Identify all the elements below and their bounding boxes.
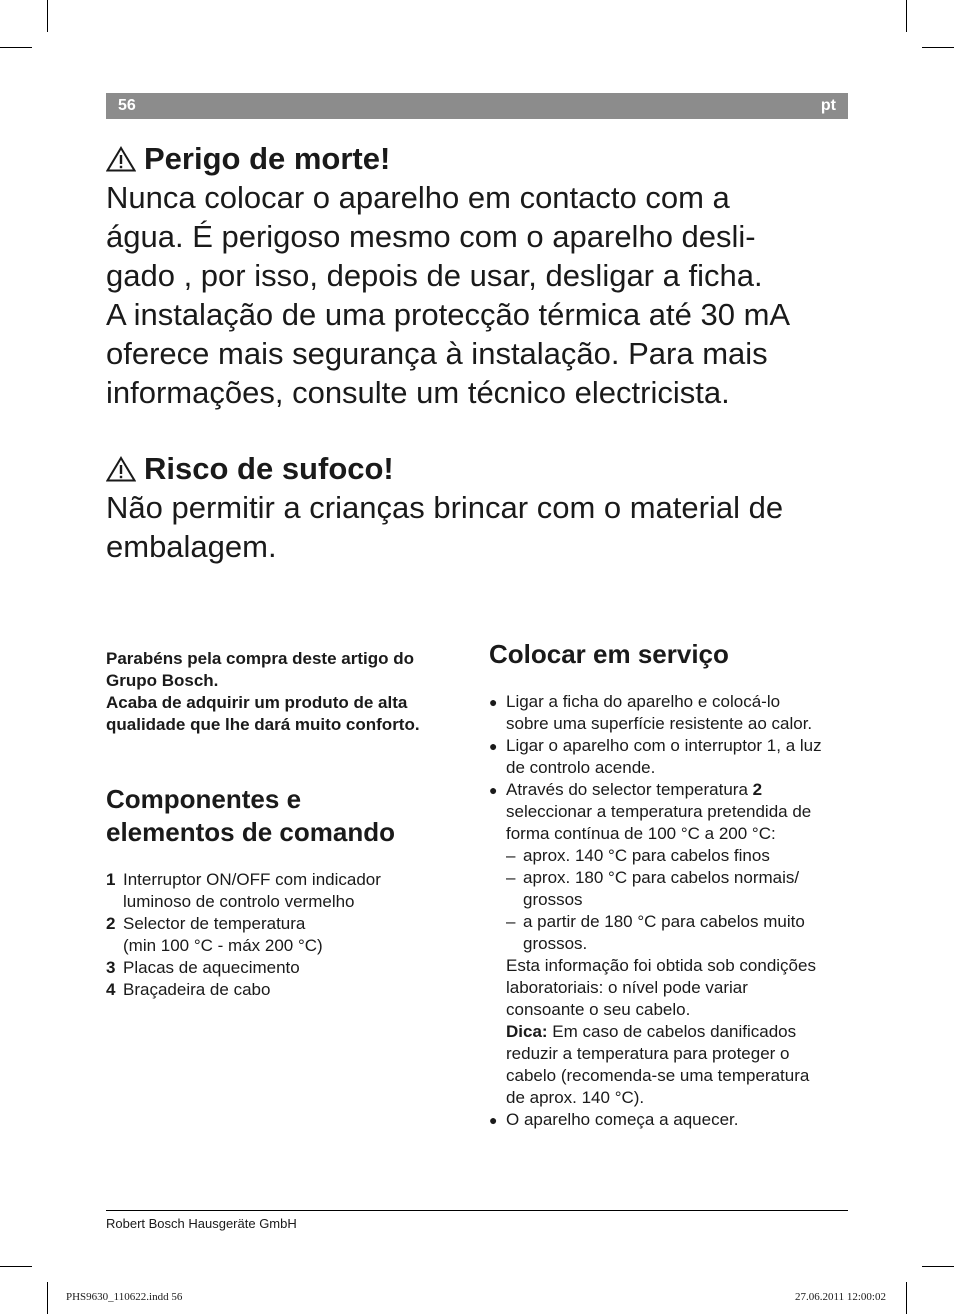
dash-item: – aprox. 180 °C para cabelos normais/ grossos: [506, 868, 800, 909]
page-number: 56: [118, 97, 136, 114]
list-item: ● Ligar o aparelho com o interruptor 1, a luz de controlo acende.: [489, 736, 822, 777]
warning-triangle-icon: [106, 146, 136, 172]
warning-text-line: oferece mais segurança à instalação. Para mais: [106, 336, 768, 371]
warning-text-line: A instalação de uma protecção térmica até 30 mA: [106, 297, 791, 332]
components-section: [106, 783, 456, 1001]
item-text: Interruptor ON/OFF com indicador: [123, 870, 381, 889]
crop-mark: [47, 1282, 48, 1314]
intro-line: Parabéns pela compra deste artigo do: [106, 649, 414, 668]
warning-text-line: gado , por isso, depois de usar, desligar a ficha.: [106, 258, 763, 293]
warning-triangle-icon: [106, 456, 136, 482]
bullet-icon: ●: [489, 738, 498, 754]
dash-item: – a partir de 180 °C para cabelos muito grossos.: [506, 912, 805, 953]
components-list: [106, 869, 456, 1001]
warning-text-line: Nunca colocar o aparelho em contacto com a: [106, 180, 730, 215]
slug-file: PHS9630_110622.indd 56: [66, 1291, 183, 1303]
warning-title: [106, 449, 846, 488]
crop-mark: [0, 47, 32, 48]
crop-mark: [922, 1266, 954, 1267]
slug-datetime: 27.06.2011 12:00:02: [795, 1291, 886, 1303]
tip-line: Dica: Em caso de cabelos danificados: [506, 1022, 797, 1041]
item-text: Braçadeira de cabo: [123, 980, 271, 999]
footer-divider: [106, 1210, 848, 1211]
crop-mark: [906, 1282, 907, 1314]
crop-mark: [0, 1266, 32, 1267]
list-item: ● Ligar a ficha do aparelho e colocá-lo sobre uma superfície resistente ao calor.: [489, 692, 813, 733]
warning-title-text: Risco de sufoco!: [144, 451, 394, 486]
bullet-icon: ●: [489, 694, 498, 710]
list-item: [106, 957, 456, 979]
warning-text-line: água. É perigoso mesmo com o aparelho desli-: [106, 219, 756, 254]
item-text: Placas de aquecimento: [123, 958, 300, 977]
dash-item: – aprox. 140 °C para cabelos finos: [506, 846, 770, 865]
warning-title-text: Perigo de morte!: [144, 141, 391, 176]
warning-text-line: Não permitir a crianças brincar com o material de: [106, 490, 784, 525]
item-text: Selector de temperatura: [123, 914, 306, 933]
bullet-icon: ●: [489, 782, 498, 798]
list-item: ● O aparelho começa a aquecer.: [489, 1110, 739, 1129]
service-section: [489, 638, 849, 1131]
list-item: [106, 913, 456, 957]
warning-block-suffocation: [106, 449, 846, 566]
page-header-bar: [106, 93, 848, 119]
intro-paragraph: [106, 648, 456, 736]
list-item: [106, 979, 456, 1001]
item-number: 1: [106, 870, 116, 889]
crop-mark: [922, 47, 954, 48]
intro-line: Grupo Bosch.: [106, 671, 219, 690]
bullet-icon: ●: [489, 1112, 498, 1128]
crop-mark: [906, 0, 907, 32]
language-code: pt: [820, 97, 836, 114]
warning-block-danger: [106, 139, 846, 412]
list-item: [106, 869, 456, 913]
warning-text-line: informações, consulte um técnico electricista.: [106, 375, 730, 410]
service-list: [489, 691, 849, 1131]
list-item: ● Através do selector temperatura 2 seleccionar a temperatura pretendida de forma contínua de 100 °C a 200 °C: – aprox. 140 °C para cabelos finos – aprox. 180 °C para cabelos normais/ grossos – a partir de 180 °C para cabelos muito grossos. Esta informação foi obtida sob condições laboratoriais: o nível pode variar consoante o seu cabelo. Dica: Em caso de cabelos danificados reduzir a temperatura para proteger o cabelo (recomenda-se uma temperatura de aprox. 140 °C).: [489, 780, 816, 1107]
item-text: (min 100 °C - máx 200 °C): [123, 936, 323, 955]
intro-line: qualidade que lhe dará muito conforto.: [106, 715, 420, 734]
intro-line: Acaba de adquirir um produto de alta: [106, 693, 408, 712]
item-number: 4: [106, 980, 116, 999]
service-heading: Colocar em serviço: [489, 639, 729, 669]
item-number: 3: [106, 958, 116, 977]
warning-title: [106, 139, 846, 178]
components-heading: Componentes e elementos de comando: [106, 784, 395, 847]
footer-company: Robert Bosch Hausgeräte GmbH: [106, 1216, 297, 1231]
item-number: 2: [106, 914, 116, 933]
crop-mark: [47, 0, 48, 32]
item-text: luminoso de controlo vermelho: [123, 892, 355, 911]
warning-text-line: embalagem.: [106, 529, 277, 564]
